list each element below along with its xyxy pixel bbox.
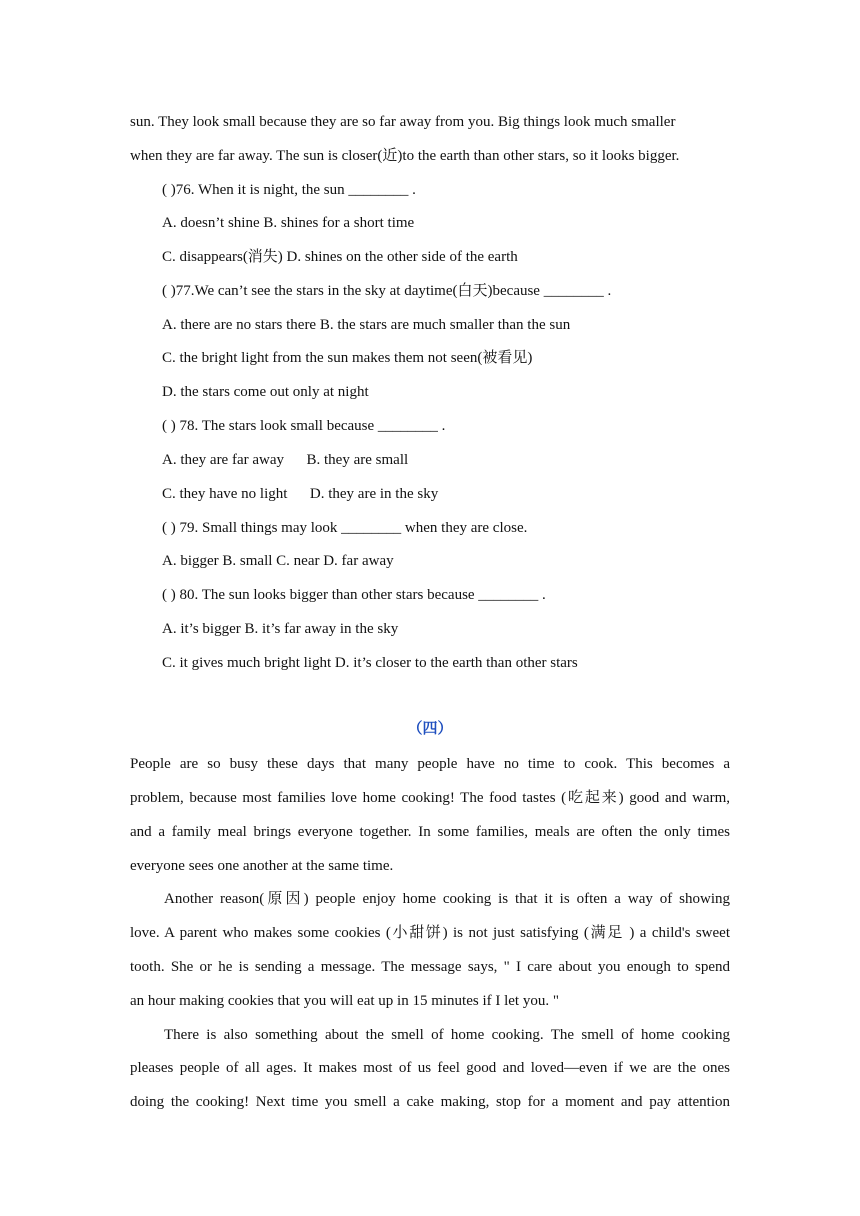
question-stem: ( ) 80. The sun looks bigger than other stars because ________ . <box>162 587 546 603</box>
passage-line: pleases people of all ages. It makes most of us feel good and loved—even if we are the ones <box>130 1060 730 1076</box>
question-stem: ( )76. When it is night, the sun ________ . <box>162 182 416 198</box>
passage-line: everyone sees one another at the same time. <box>130 858 394 874</box>
passage-line: sun. They look small because they are so far away from you. Big things look much smaller <box>130 114 676 130</box>
question-option: C. they have no light D. they are in the sky <box>162 486 439 502</box>
question-option: A. bigger B. small C. near D. far away <box>162 553 394 569</box>
passage-line: an hour making cookies that you will eat up in 15 minutes if I let you. " <box>130 993 559 1009</box>
passage-line: when they are far away. The sun is closer(近)to the earth than other stars, so it looks bigger. <box>130 148 680 164</box>
question-stem: ( )77.We can’t see the stars in the sky at daytime(白天)because ________ . <box>162 283 612 299</box>
question-stem: ( ) 79. Small things may look ________ when they are close. <box>162 520 528 536</box>
question-option: A. it’s bigger B. it’s far away in the sky <box>162 621 399 637</box>
passage-line: and a family meal brings everyone together. In some families, meals are often the only times <box>130 824 730 840</box>
question-stem: ( ) 78. The stars look small because ________ . <box>162 418 446 434</box>
passage-line: doing the cooking! Next time you smell a cake making, stop for a moment and pay attention <box>130 1094 730 1110</box>
passage-line: problem, because most families love home cooking! The food tastes (吃起来) good and warm, <box>130 790 730 806</box>
section-heading: （四） <box>407 721 453 737</box>
passage-line: There is also something about the smell of home cooking. The smell of home cooking <box>164 1027 730 1043</box>
question-option: A. doesn’t shine B. shines for a short time <box>162 215 415 231</box>
question-option: C. disappears(消失) D. shines on the other side of the earth <box>162 249 518 265</box>
question-option: C. the bright light from the sun makes them not seen(被看见) <box>162 350 533 366</box>
question-option: C. it gives much bright light D. it’s closer to the earth than other stars <box>162 655 578 671</box>
question-option: A. they are far away B. they are small <box>162 452 409 468</box>
passage-line: tooth. She or he is sending a message. The message says, " I care about you enough to spend <box>130 959 730 975</box>
question-option: D. the stars come out only at night <box>162 384 369 400</box>
passage-line: Another reason(原因) people enjoy home cooking is that it is often a way of showing <box>164 891 730 907</box>
question-option: A. there are no stars there B. the stars are much smaller than the sun <box>162 317 571 333</box>
passage-line: love. A parent who makes some cookies (小甜饼) is not just satisfying (满足 ) a child's sweet <box>130 925 730 941</box>
passage-line: People are so busy these days that many people have no time to cook. This becomes a <box>130 756 730 772</box>
